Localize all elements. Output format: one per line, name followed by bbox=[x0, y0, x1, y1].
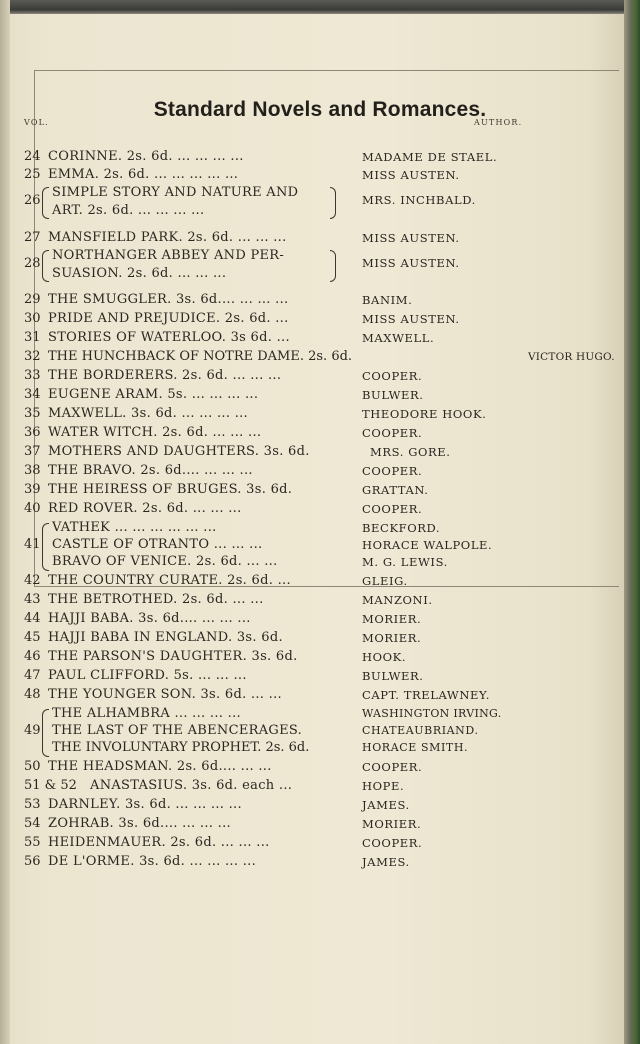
entry-author: MANZONI. bbox=[362, 593, 433, 607]
list-item bbox=[0, 591, 640, 609]
list-item bbox=[0, 184, 640, 202]
list-item bbox=[0, 424, 640, 442]
entry-number: 34 bbox=[24, 387, 41, 402]
entry-author: M. G. LEWIS. bbox=[362, 555, 448, 569]
list-item bbox=[0, 722, 640, 740]
entry-author: HORACE WALPOLE. bbox=[362, 538, 493, 552]
page-title: Standard Novels and Romances. bbox=[153, 98, 487, 121]
list-item bbox=[0, 536, 640, 554]
entry-title: MANSFIELD PARK. 2s. 6d. ... ... ... bbox=[48, 230, 287, 245]
entry-number: 32 bbox=[24, 349, 41, 364]
list-item bbox=[0, 629, 640, 647]
entry-author: COOPER. bbox=[362, 464, 423, 478]
entry-number: 51 & 52 bbox=[24, 778, 77, 793]
entry-author: JAMES. bbox=[362, 798, 410, 812]
entry-title: DE L'ORME. 3s. 6d. ... ... ... ... bbox=[48, 854, 257, 869]
entry-number: 55 bbox=[24, 835, 41, 850]
entry-author: MISS AUSTEN. bbox=[362, 256, 460, 270]
entry-number: 25 bbox=[24, 167, 41, 182]
list-item bbox=[0, 739, 640, 757]
entry-author: JAMES. bbox=[362, 855, 410, 869]
entry-title: ART. 2s. 6d. ... ... ... ... bbox=[52, 203, 205, 218]
entry-title: EMMA. 2s. 6d. ... ... ... ... ... bbox=[48, 167, 239, 182]
entry-title: THE INVOLUNTARY PROPHET. 2s. 6d. bbox=[52, 740, 310, 755]
list-item bbox=[0, 834, 640, 852]
entry-number: 44 bbox=[24, 611, 41, 626]
entry-number: 26 bbox=[24, 193, 41, 208]
list-item bbox=[0, 519, 640, 537]
entry-title: THE BETROTHED. 2s. 6d. ... ... bbox=[48, 592, 264, 607]
entry-number: 53 bbox=[24, 797, 41, 812]
entry-number: 33 bbox=[24, 368, 41, 383]
entry-title: STORIES OF WATERLOO. 3s 6d. ... bbox=[48, 330, 290, 345]
entry-title: PAUL CLIFFORD. 5s. ... ... ... bbox=[48, 668, 247, 683]
entry-number: 35 bbox=[24, 406, 41, 421]
entry-title: THE COUNTRY CURATE. 2s. 6d. ... bbox=[48, 573, 291, 588]
list-item bbox=[0, 462, 640, 480]
list-item bbox=[0, 166, 640, 184]
entry-author: CAPT. TRELAWNEY. bbox=[362, 688, 490, 702]
entry-title: ANASTASIUS. 3s. 6d. each ... bbox=[90, 778, 293, 793]
list-item bbox=[0, 796, 640, 814]
entry-title: SIMPLE STORY AND NATURE AND bbox=[52, 185, 299, 200]
entry-number: 27 bbox=[24, 230, 41, 245]
entry-title: WATER WITCH. 2s. 6d. ... ... ... bbox=[48, 425, 262, 440]
entry-author: COOPER. bbox=[362, 502, 423, 516]
list-item bbox=[0, 265, 640, 283]
entry-author: MRS. GORE. bbox=[370, 445, 451, 459]
entry-number: 40 bbox=[24, 501, 41, 516]
entry-number: 54 bbox=[24, 816, 41, 831]
entry-number: 50 bbox=[24, 759, 41, 774]
entry-title: PRIDE AND PREJUDICE. 2s. 6d. ... bbox=[48, 311, 289, 326]
entry-title: VATHEK ... ... ... ... ... ... bbox=[52, 520, 217, 535]
list-item bbox=[0, 443, 640, 461]
entry-number: 37 bbox=[24, 444, 41, 459]
entry-author: MAXWELL. bbox=[362, 331, 435, 345]
entry-author: CHATEAUBRIAND. bbox=[362, 724, 479, 737]
entry-author: VICTOR HUGO. bbox=[528, 351, 615, 363]
entry-title: THE BRAVO. 2s. 6d.... ... ... ... bbox=[48, 463, 253, 478]
list-item bbox=[0, 500, 640, 518]
right-brace bbox=[330, 187, 336, 219]
entry-author: GRATTAN. bbox=[362, 483, 429, 497]
entry-title: THE HEIRESS OF BRUGES. 3s. 6d. bbox=[48, 482, 293, 497]
entry-number: 29 bbox=[24, 292, 41, 307]
entry-number: 31 bbox=[24, 330, 41, 345]
list-item bbox=[0, 667, 640, 685]
list-item bbox=[0, 405, 640, 423]
entry-title: DARNLEY. 3s. 6d. ... ... ... ... bbox=[48, 797, 242, 812]
entry-author: MISS AUSTEN. bbox=[362, 231, 460, 245]
entry-title: THE HUNCHBACK OF NOTRE DAME. 2s. 6d. bbox=[48, 349, 353, 364]
entry-author: BULWER. bbox=[362, 388, 424, 402]
entry-author: HOOK. bbox=[362, 650, 407, 664]
entry-author: GLEIG. bbox=[362, 574, 408, 588]
list-item bbox=[0, 386, 640, 404]
entry-number: 43 bbox=[24, 592, 41, 607]
entry-author: MRS. INCHBALD. bbox=[362, 193, 476, 207]
entry-number: 56 bbox=[24, 854, 41, 869]
entry-author: WASHINGTON IRVING. bbox=[362, 707, 502, 720]
entry-author: BECKFORD. bbox=[362, 521, 441, 535]
list-item bbox=[0, 853, 640, 871]
list-item bbox=[0, 648, 640, 666]
entry-title: THE YOUNGER SON. 3s. 6d. ... ... bbox=[48, 687, 282, 702]
entry-number: 38 bbox=[24, 463, 41, 478]
entry-author: COOPER. bbox=[362, 426, 423, 440]
list-item bbox=[0, 310, 640, 328]
list-item bbox=[0, 229, 640, 247]
list-item bbox=[0, 758, 640, 776]
list-item bbox=[0, 329, 640, 347]
entry-title: THE ALHAMBRA ... ... ... ... bbox=[52, 706, 241, 721]
list-item bbox=[0, 291, 640, 309]
vol-column-header: VOL. bbox=[24, 118, 49, 127]
list-item bbox=[0, 686, 640, 704]
list-item bbox=[0, 815, 640, 833]
entry-number: 46 bbox=[24, 649, 41, 664]
entry-title: RED ROVER. 2s. 6d. ... ... ... bbox=[48, 501, 242, 516]
entry-title: CORINNE. 2s. 6d. ... ... ... ... bbox=[48, 149, 244, 164]
entry-number: 42 bbox=[24, 573, 41, 588]
entry-title: THE PARSON'S DAUGHTER. 3s. 6d. bbox=[48, 649, 298, 664]
list-item bbox=[0, 705, 640, 723]
right-brace bbox=[330, 250, 336, 282]
list-item bbox=[0, 348, 640, 366]
entry-number: 36 bbox=[24, 425, 41, 440]
list-item bbox=[0, 572, 640, 590]
entry-author: COOPER. bbox=[362, 369, 423, 383]
entry-author: MORIER. bbox=[362, 631, 422, 645]
entry-title: THE LAST OF THE ABENCERAGES. bbox=[52, 723, 303, 738]
entry-author: HOPE. bbox=[362, 779, 405, 793]
entry-author: BANIM. bbox=[362, 293, 413, 307]
author-column-header: AUTHOR. bbox=[474, 118, 523, 127]
entry-title: THE SMUGGLER. 3s. 6d.... ... ... ... bbox=[48, 292, 289, 307]
entry-title: BRAVO OF VENICE. 2s. 6d. ... ... bbox=[52, 554, 278, 569]
entry-title: EUGENE ARAM. 5s. ... ... ... ... bbox=[48, 387, 259, 402]
entry-author: COOPER. bbox=[362, 836, 423, 850]
entry-number: 49 bbox=[24, 723, 41, 738]
entry-number: 41 bbox=[24, 537, 41, 552]
entry-number: 47 bbox=[24, 668, 41, 683]
entry-number: 45 bbox=[24, 630, 41, 645]
entry-title: HAJJI BABA IN ENGLAND. 3s. 6d. bbox=[48, 630, 283, 645]
entry-author: COOPER. bbox=[362, 760, 423, 774]
entry-title: SUASION. 2s. 6d. ... ... ... bbox=[52, 266, 227, 281]
entry-number: 28 bbox=[24, 256, 41, 271]
entry-author: MORIER. bbox=[362, 612, 422, 626]
entry-number: 39 bbox=[24, 482, 41, 497]
list-item bbox=[0, 148, 640, 166]
entry-author: MISS AUSTEN. bbox=[362, 168, 460, 182]
entry-title: HEIDENMAUER. 2s. 6d. ... ... ... bbox=[48, 835, 270, 850]
list-item bbox=[0, 202, 640, 220]
entry-title: HAJJI BABA. 3s. 6d.... ... ... ... bbox=[48, 611, 251, 626]
entry-title: ZOHRAB. 3s. 6d.... ... ... ... bbox=[48, 816, 231, 831]
entry-title: MOTHERS AND DAUGHTERS. 3s. 6d. bbox=[48, 444, 310, 459]
entry-title: THE HEADSMAN. 2s. 6d.... ... ... bbox=[48, 759, 272, 774]
entry-title: MAXWELL. 3s. 6d. ... ... ... ... bbox=[48, 406, 248, 421]
entry-author: MISS AUSTEN. bbox=[362, 312, 460, 326]
entry-title: NORTHANGER ABBEY AND PER- bbox=[52, 248, 285, 263]
entry-title: CASTLE OF OTRANTO ... ... ... bbox=[52, 537, 263, 552]
entry-author: BULWER. bbox=[362, 669, 424, 683]
list-item bbox=[0, 367, 640, 385]
list-item bbox=[0, 481, 640, 499]
entry-author: THEODORE HOOK. bbox=[362, 407, 487, 421]
list-item bbox=[0, 610, 640, 628]
entry-title: THE BORDERERS. 2s. 6d. ... ... ... bbox=[48, 368, 282, 383]
list-item bbox=[0, 553, 640, 571]
entry-author: MADAME DE STAEL. bbox=[362, 150, 498, 164]
list-item bbox=[0, 777, 640, 795]
entry-number: 30 bbox=[24, 311, 41, 326]
entry-number: 24 bbox=[24, 149, 41, 164]
entry-number: 48 bbox=[24, 687, 41, 702]
entry-author: MORIER. bbox=[362, 817, 422, 831]
list-item bbox=[0, 247, 640, 265]
entry-author: HORACE SMITH. bbox=[362, 741, 469, 754]
